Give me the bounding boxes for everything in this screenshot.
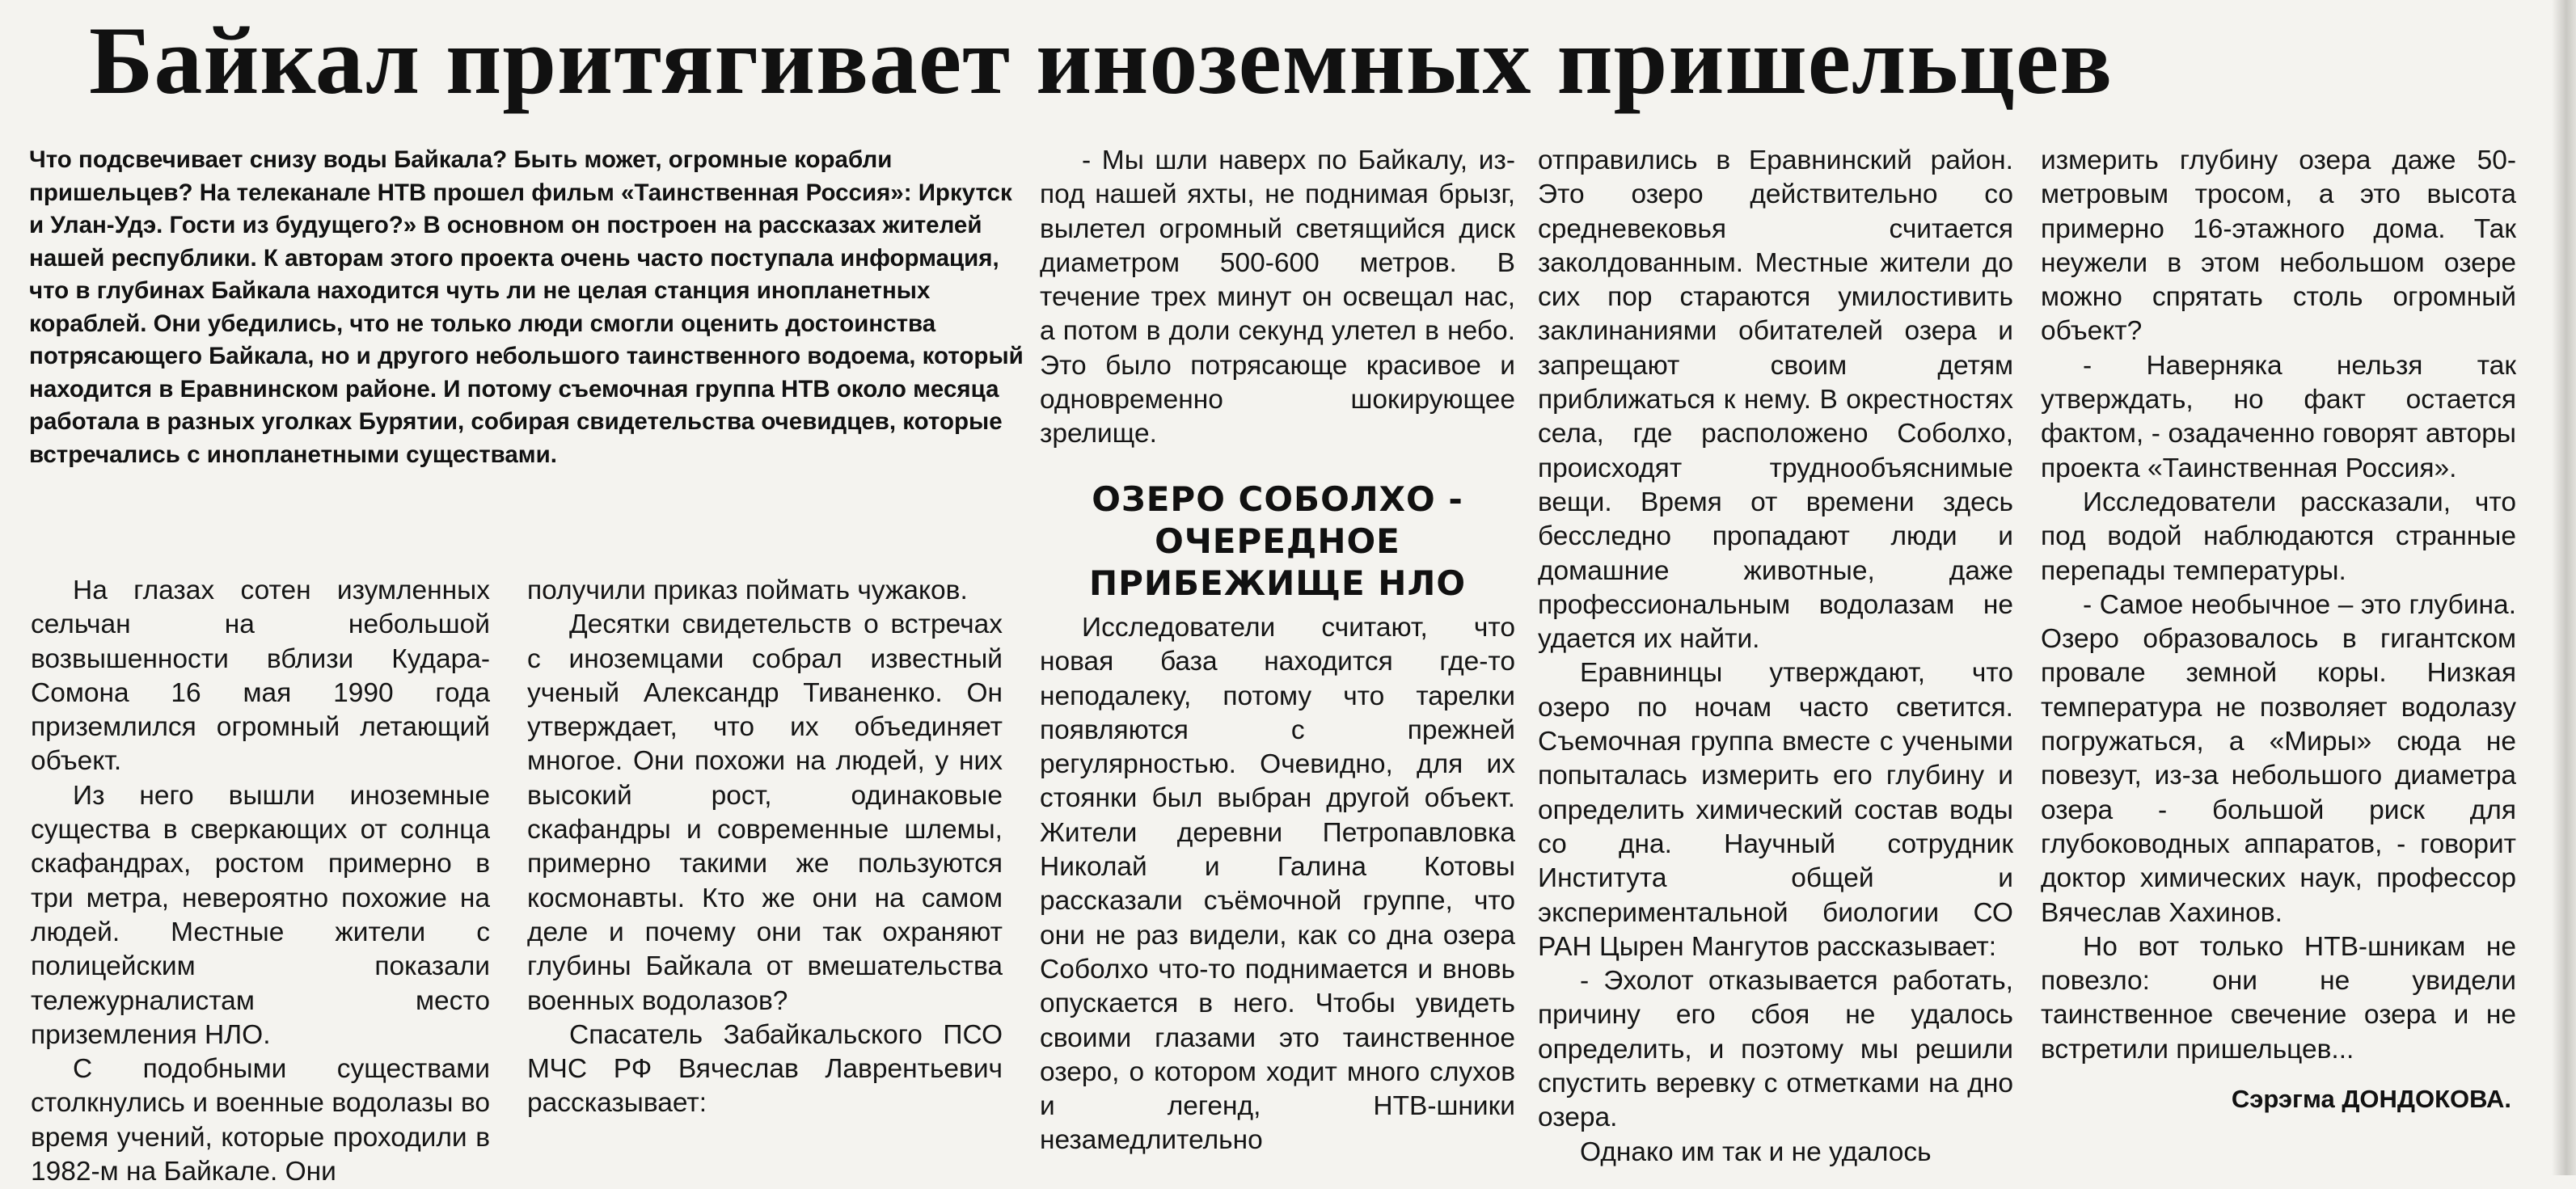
column-3-bottom — [1040, 611, 1515, 1158]
section-subheading: ОЗЕРО СОБОЛХО - ОЧЕРЕДНОЕ ПРИБЕЖИЩЕ НЛО — [1088, 479, 1467, 603]
article-lead: Что подсвечивает снизу воды Байкала? Быть может, огромные корабли пришельцев? На телеканале НТВ прошел фильм «Таинственная Россия»: Иркутск и Улан-Удэ. Гости из будущего?» В основном он построен на рассказах жителей нашей республики. К авторам этого проекта очень часто поступала информация, что в глубинах Байкала находится чуть ли не целая станция инопланетных кораблей. Они убедились, что не только люди смогли оценить достоинства потрясающего Байкала, но и другого небольшого таинственного водоема, который находится в Еравнинском районе. И потому съемочная группа НТВ около месяца работала в разных уголках Бурятии, собирая свидетельства очевидцев, которые встречались с инопланетными существами. — [29, 146, 1024, 468]
paragraph: На глазах сотен изумленных сельчан на небольшой возвышенности вблизи Кудара-Сомона 16 мая 1990 года приземлился огромный летающий объект. — [31, 576, 490, 777]
page-edge-shadow — [2552, 0, 2576, 1175]
paragraph: измерить глубину озера даже 50-метровым тросом, а это высота примерно 16-этажного дома. Так неужели в этом небольшом озере можно спрятать столь огромный объект? — [2041, 145, 2516, 347]
paragraph: Еравнинцы утверждают, что озеро по ночам часто светится. Съемочная группа вместе с учеными попыталась измерить его глубину и определить химический состав воды со дна. Научный сотрудник Института общей и экспериментальной биологии СО РАН Цырен Мангутов рассказывает: — [1538, 658, 2013, 962]
paragraph: Исследователи рассказали, что под водой наблюдаются странные перепады температуры. — [2041, 487, 2516, 586]
paragraph: Однако им так и не удалось — [1580, 1136, 1932, 1167]
paragraph: С подобными существами столкнулись и военные водолазы во время учений, которые проходили в 1982-м на Байкале. Они — [31, 1054, 490, 1187]
paragraph: Спасатель Забайкальского ПСО МЧС РФ Вячеслав Лаврентьевич рассказывает: — [527, 1019, 1003, 1119]
paragraph: отправились в Еравнинский район. Это озеро действительно со средневековья считается заколдованным. Местные жители до сих пор стараются умилостивить заклинаниями обитателей озера и запрещают своим детям приближаться к нему. В окрестностях села, где расположено Соболхо, происходят труднообъяснимые вещи. Время от времени здесь бесследно пропадают люди и домашние животные, даже профессиональным водолазам не удается их найти. — [1538, 145, 2013, 655]
paragraph: - Наверняка нельзя так утверждать, но факт остается фактом, - озадаченно говорят авторы проекта «Таинственная Россия». — [2041, 350, 2516, 483]
paragraph: - Мы шли наверх по Байкалу, из-под нашей яхты, не поднимая брызг, вылетел огромный светящийся диск диаметром 500-600 метров. В течение трех минут он освещал нас, а потом в доли секунд улетел в небо. Это было потрясающе красивое и одновременно шокирующее зрелище. — [1040, 145, 1515, 449]
paragraph: - Самое необычное – это глубина. Озеро образовалось в гигантском провале земной коры. Низкая температура не позволяет водолазу погружаться, а «Миры» сюда не повезут, из-за небольшого диаметра озера - большой риск для глубоководных аппаратов, - говорит доктор химических наук, профессор Вячеслав Хахинов. — [2041, 589, 2516, 928]
paragraph: Десятки свидетельств о встречах с иноземцами собрал известный ученый Александр Тиваненко. Он утверждает, что их объединяет многое. Они похожи на людей, у них высокий рост, одинаковые скафандры и современные шлемы, примерно такими же пользуются космонавты. Кто же они на самом деле и почему они так охраняют глубины Байкала от вмешательства военных водолазов? — [527, 609, 1003, 1016]
column-1 — [31, 574, 490, 1189]
paragraph: Исследователи считают, что новая база находится где-то неподалеку, потому что тарелки появляются с прежней регулярностью. Очевидно, для их стоянки был выбран другой объект. Жители деревни Петропавловка Николай и Галина Котовы рассказали съёмочной группе, что они не раз видели, как со дна озера Соболхо что-то поднимается и вновь опускается в него. Чтобы увидеть своими глазами это таинственное озеро, о котором ходит много слухов и легенд, НТВ-шники незамедлительно — [1040, 613, 1515, 1156]
column-2 — [527, 574, 1003, 1121]
paragraph: - Эхолот отказывается работать, причину его сбоя не удалось определить, и поэтому мы решили спустить веревку с отметками на дно озера. — [1538, 966, 2013, 1133]
author-signature: Сэрэгма ДОНДОКОВА. — [2231, 1085, 2511, 1113]
article-headline: Байкал притягивает иноземных пришельцев — [89, 6, 2114, 114]
column-5 — [2041, 144, 2516, 1067]
paragraph: Из него вышли иноземные существа в сверкающих от солнца скафандрах, ростом примерно в три метра, невероятно похожие на людей. Местные жители с полицейским показали тележурналистам место приземления НЛО. — [31, 780, 490, 1050]
column-3-top — [1040, 144, 1515, 452]
column-4 — [1538, 144, 2013, 1170]
paragraph: Но вот только НТВ-шникам не повезло: они не увидели таинственное свечение озера и не встретили пришельцев... — [2041, 931, 2516, 1065]
paragraph: получили приказ поймать чужаков. — [527, 576, 968, 605]
